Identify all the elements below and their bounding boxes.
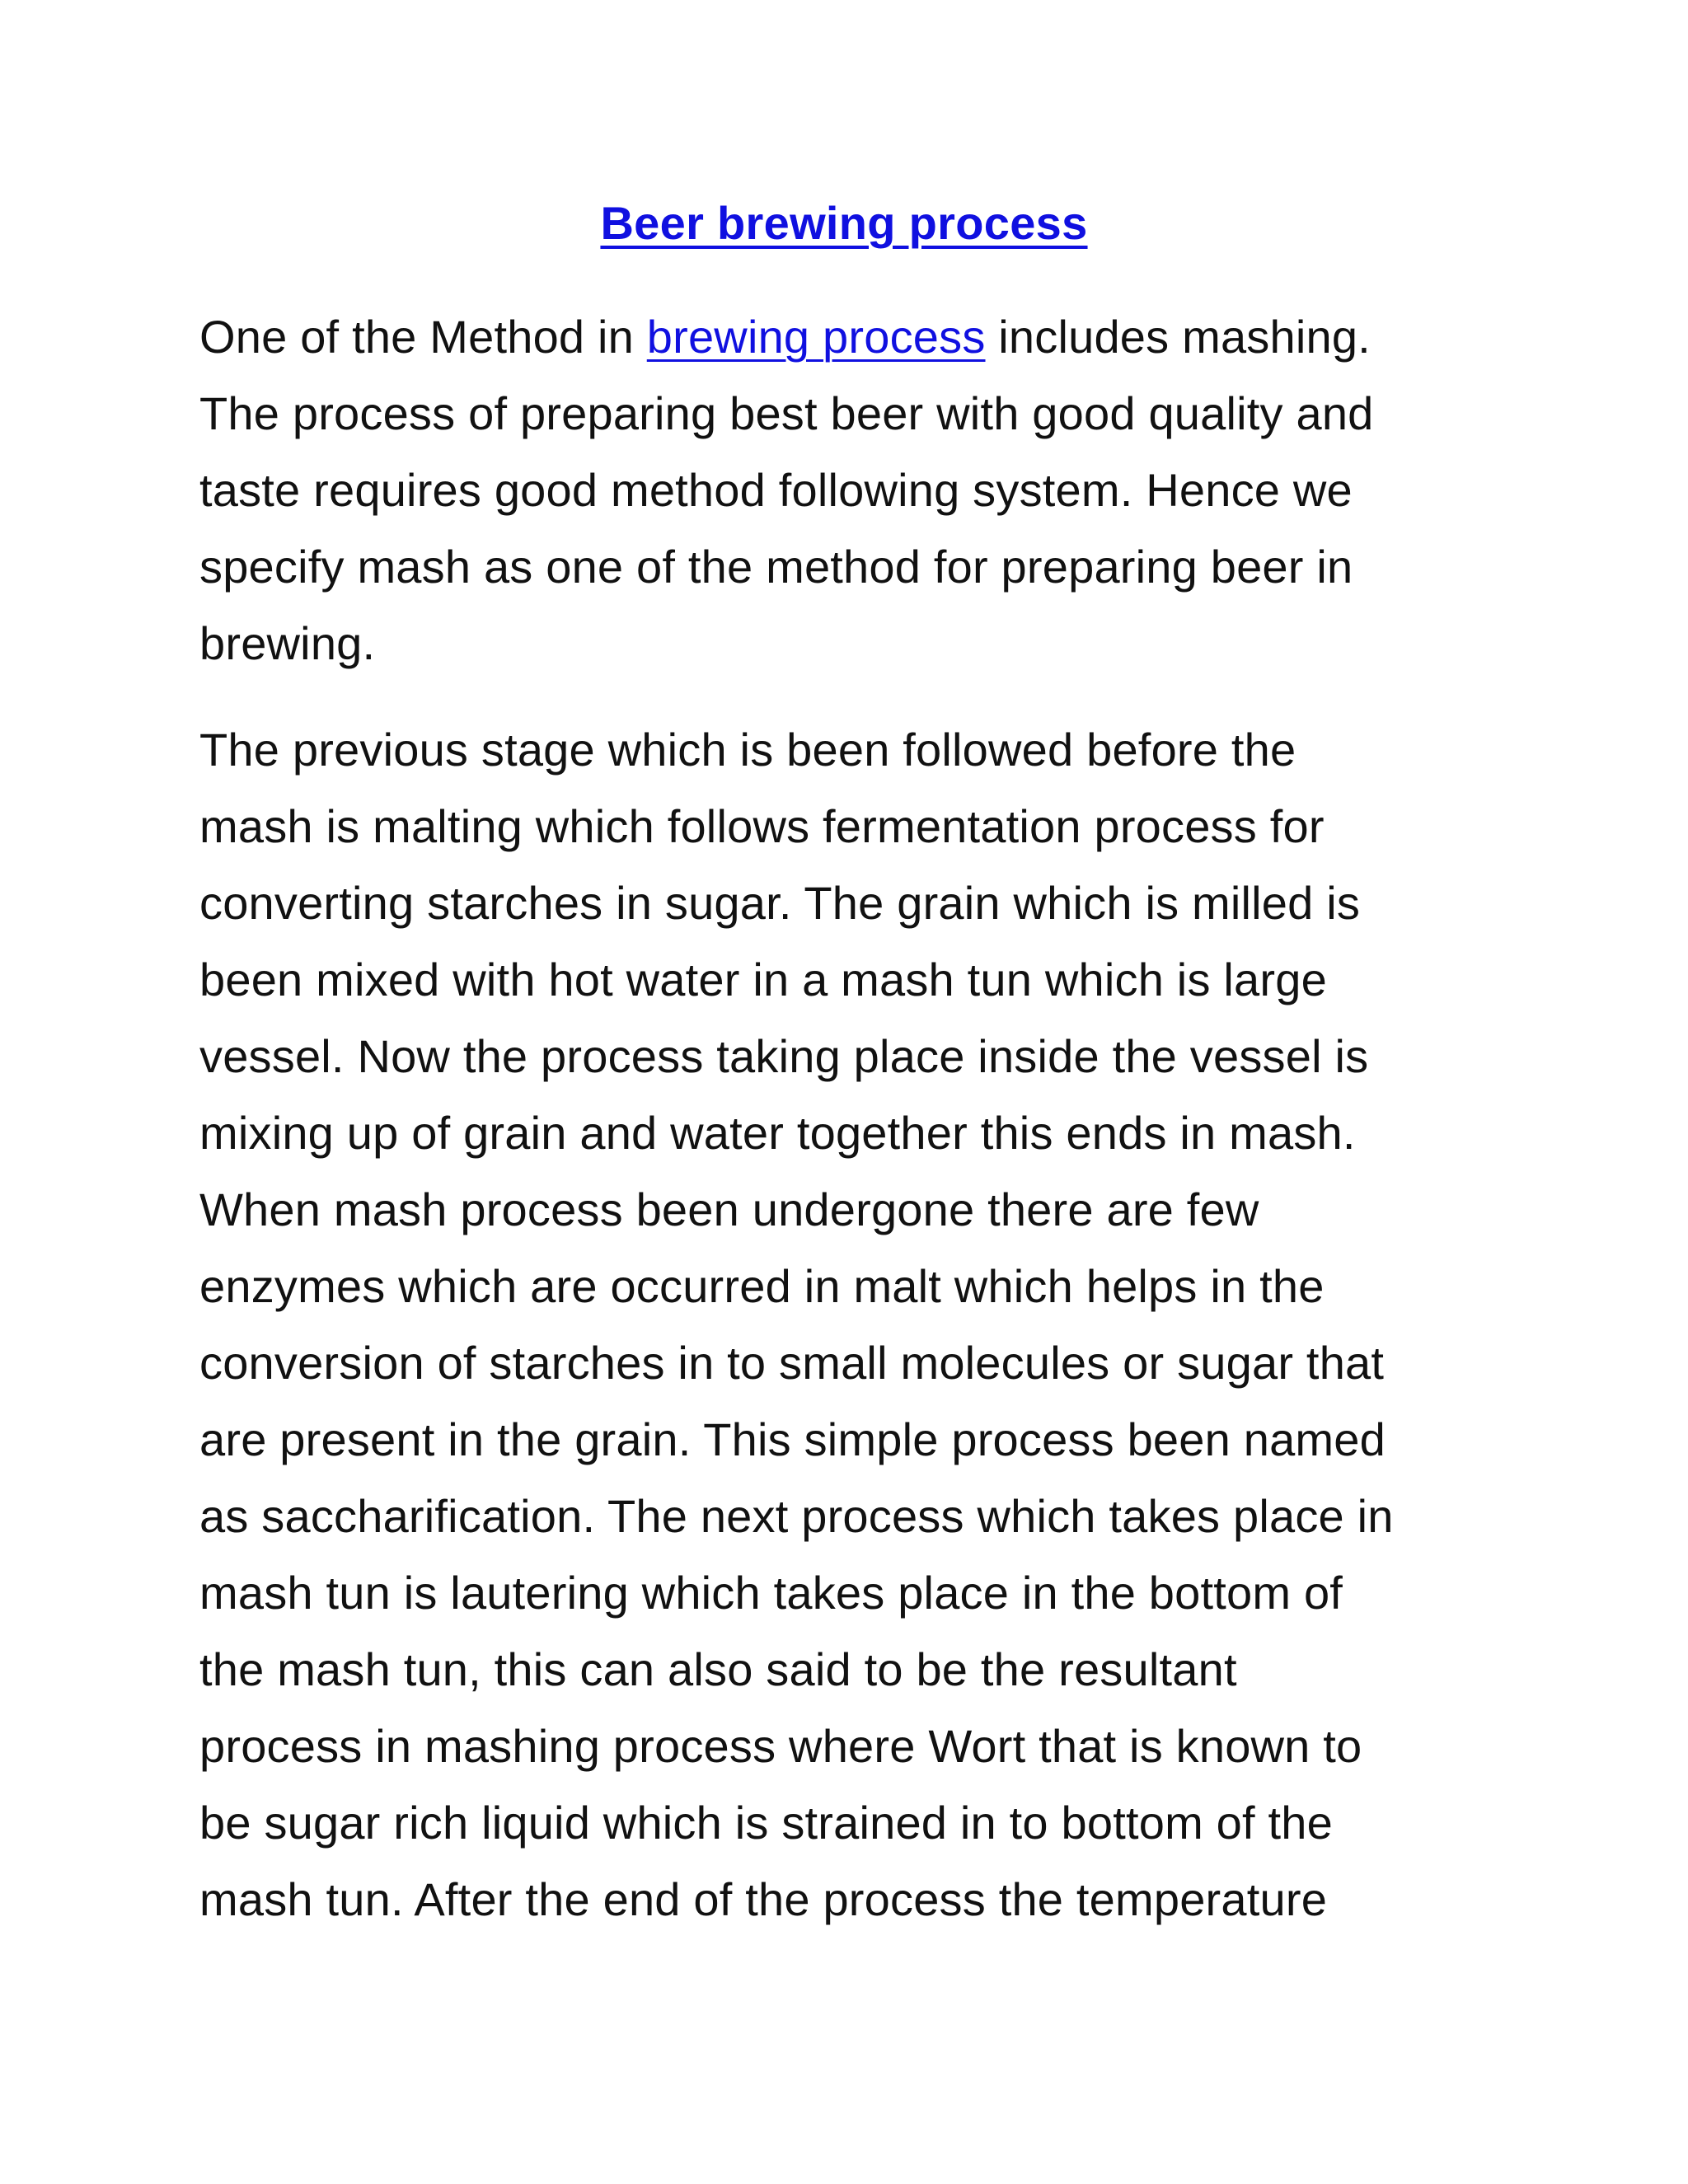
document-title-link[interactable]: Beer brewing process — [600, 197, 1088, 249]
paragraph-line: conversion of starches in to small molecules or sugar that — [199, 1337, 1385, 1389]
paragraph-line: mash tun. After the end of the process the temperature — [199, 1873, 1328, 1925]
paragraph-line: specify mash as one of the method for preparing beer in — [199, 541, 1353, 593]
paragraph-intro — [199, 298, 1502, 682]
paragraph-line: vessel. Now the process taking place inside the vessel is — [199, 1030, 1369, 1082]
paragraph-line: mixing up of grain and water together this ends in mash. — [199, 1107, 1356, 1159]
paragraph-line: mash tun is lautering which takes place in the bottom of — [199, 1567, 1343, 1619]
paragraph-mashing — [199, 711, 1502, 1938]
paragraph-line: converting starches in sugar. The grain which is milled is — [199, 877, 1361, 929]
paragraph-line: The process of preparing best beer with good quality and — [199, 387, 1374, 439]
paragraph-line: process in mashing process where Wort that is known to — [199, 1720, 1362, 1772]
brewing-process-link[interactable]: brewing process — [646, 311, 986, 363]
title-container — [0, 196, 1688, 250]
paragraph-line: brewing. — [199, 617, 376, 669]
paragraph-line: are present in the grain. This simple process been named — [199, 1413, 1386, 1465]
paragraph-line: be sugar rich liquid which is strained in to bottom of the — [199, 1797, 1333, 1849]
line-text: includes mashing. — [985, 311, 1371, 363]
paragraph-line — [199, 298, 1502, 375]
paragraph-line: been mixed with hot water in a mash tun which is large — [199, 954, 1327, 1005]
paragraph-line: the mash tun, this can also said to be the resultant — [199, 1643, 1237, 1695]
paragraph-line: When mash process been undergone there are few — [199, 1183, 1259, 1235]
paragraph-line: taste requires good method following system. Hence we — [199, 464, 1353, 516]
paragraph-line: The previous stage which is been followed before the — [199, 724, 1296, 776]
line-text: One of the Method in — [199, 311, 647, 363]
paragraph-line: as saccharification. The next process which takes place in — [199, 1490, 1394, 1542]
paragraph-line: mash is malting which follows fermentation process for — [199, 800, 1325, 852]
paragraph-line: enzymes which are occurred in malt which helps in the — [199, 1260, 1325, 1312]
